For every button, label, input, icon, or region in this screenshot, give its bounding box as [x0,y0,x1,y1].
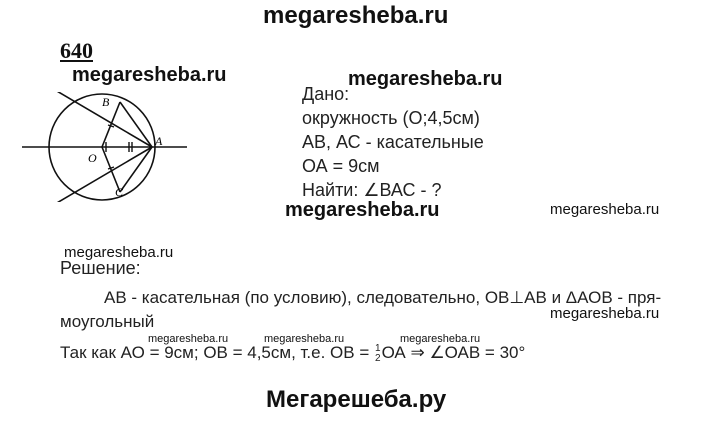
fraction-numerator: 1 [375,342,381,354]
header-watermark: megaresheba.ru [263,2,449,29]
geometry-figure [22,92,202,202]
tangent-ab-upper [120,102,152,147]
problem-number: 640 [60,38,93,63]
solution-line-2: моугольный [60,312,155,331]
label-a: A [155,134,163,148]
label-o: O [88,151,97,165]
footer-brand: Мегарешеба.ру [266,386,447,413]
watermark-mid: megaresheba.ru [285,199,440,221]
given-find: Найти: ∠ВАС - ? [302,180,442,200]
given-title: Дано: [302,84,350,104]
watermark-left-small: megaresheba.ru [64,244,174,261]
watermark-center: megaresheba.ru [348,68,503,90]
solution-line-1: АВ - касательная (по условию), следовательно, ОВ⊥АВ и ΔАОВ - пря- [104,288,662,307]
watermark-right-2: megaresheba.ru [550,305,660,322]
given-line-1: окружность (О;4,5см) [302,108,480,128]
solution-line-3 [60,343,525,364]
fraction-denominator: 2 [375,352,381,364]
fraction-one-half [375,344,381,364]
tangent-ac [50,147,152,202]
watermark-left: megaresheba.ru [72,64,227,86]
tangent-ac-lower [120,147,152,192]
given-line-3: ОА = 9см [302,156,380,176]
tangent-ab [50,92,152,147]
watermark-inline-1: megaresheba.ru [148,333,229,345]
label-c: C [115,185,124,199]
tick-oc [108,167,114,169]
solution-title: Решение: [60,258,141,278]
watermark-inline-3: megaresheba.ru [400,333,481,345]
solution-line-3-end: ОА ⇒ ∠ОАВ = 30° [381,343,526,362]
solution-line-3-start: Так как АО = 9см; ОВ = 4,5см, т.е. ОВ = [60,343,370,362]
label-b: B [102,95,110,109]
tick-ob [108,125,114,127]
given-line-2: АВ, АС - касательные [302,132,484,152]
watermark-inline-2: megaresheba.ru [264,333,345,345]
watermark-right-1: megaresheba.ru [550,201,660,218]
